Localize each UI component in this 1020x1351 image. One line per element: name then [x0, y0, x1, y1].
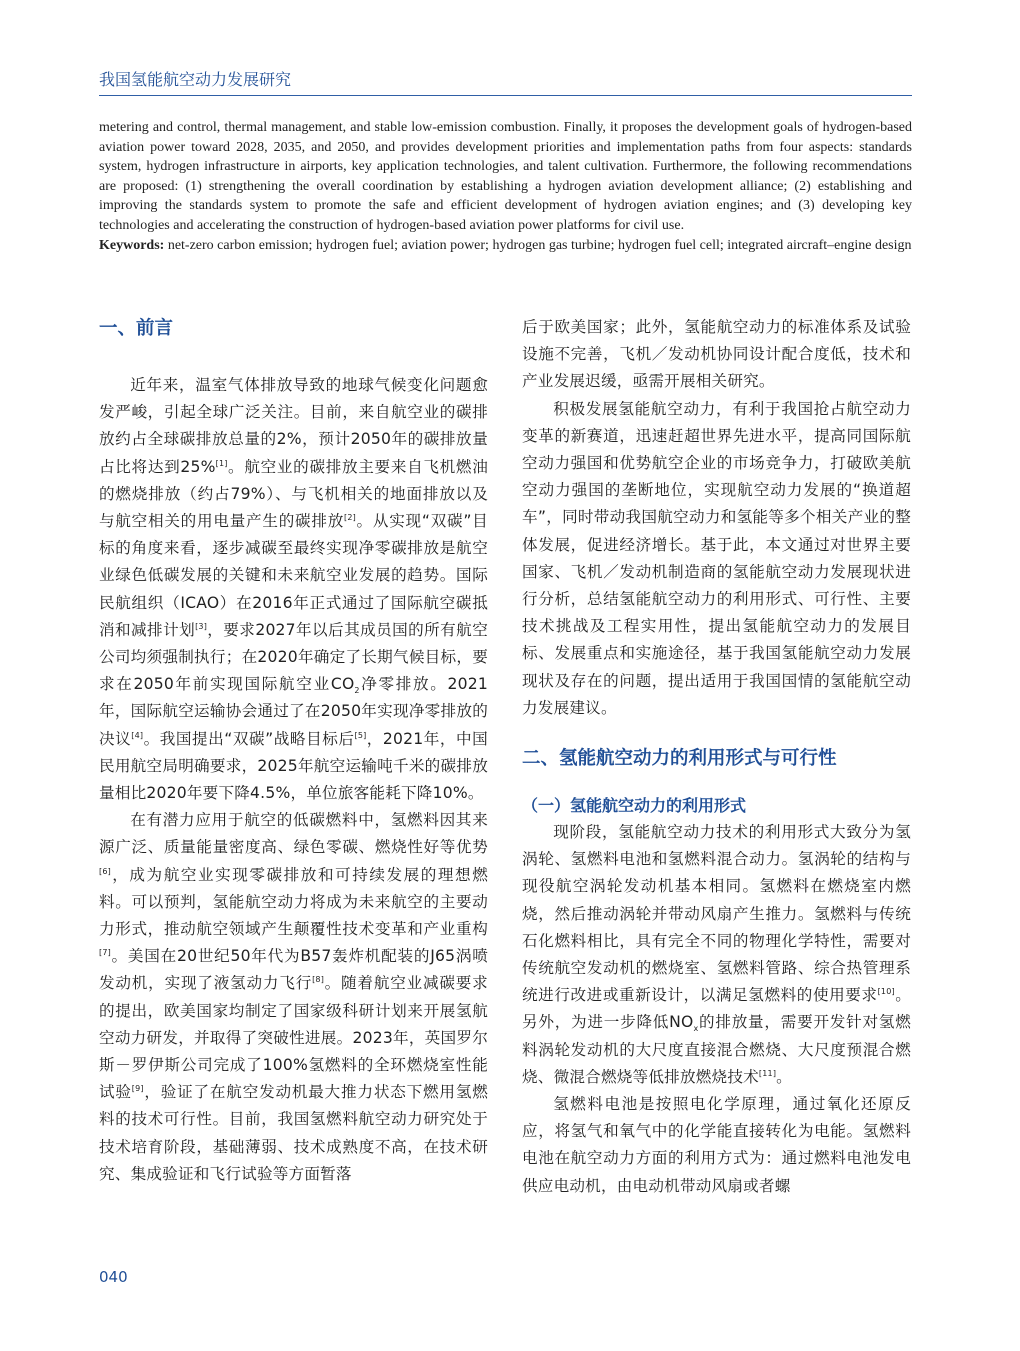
text-run: 。从实现“双碳”目标的角度来看，逐步减碳至最终实现净零碳排放是航空业绿色低碳发展的关键和未来航空业发展的趋势。国际民航组织（ICAO）在2016年正式通过了国际航空碳抵消和减排计划	[99, 512, 488, 639]
text-run: ，要求2027年以后其成员国的所有航空公司均须强制执行；在2020年确定了长期气候目标，要求在2050年前实现国际航空业CO	[99, 620, 488, 694]
subsection-heading: （一）氢能航空动力的利用形式	[522, 796, 747, 816]
text-run: 近年来，温室气体排放导致的地球气候变化问题愈发严峻，引起全球广泛关注。目前，来自航空业的碳排放约占全球碳排放总量的2%，预计2050年的碳排放量占比将达到25%	[99, 376, 488, 476]
subscript: x	[693, 1024, 699, 1034]
paragraph	[99, 372, 488, 807]
running-header: 我国氢能航空动力发展研究	[99, 70, 912, 96]
text-run: 。我国提出“双碳”战略目标后	[143, 729, 355, 748]
text-run: ，验证了在航空发动机最大推力状态下燃用氢燃料的技术可行性。目前，我国氢燃料航空动力研究处于技术培育阶段，基础薄弱、技术成熟度不高，在技术研究、集成验证和飞行试验等方面暂落	[99, 1083, 489, 1183]
section-heading-utilization: 二、氢能航空动力的利用形式与可行性	[522, 748, 837, 770]
paragraph: 积极发展氢能航空动力，有利于我国抢占航空动力变革的新赛道，迅速赶超世界先进水平，提高同国际航空动力强国和优势航空企业的市场竞争力，打破欧美航空动力强国的垄断地位，实现航空动力发展的“换道超车”，同时带动我国航空动力和氢能等多个相关产业的整体发展，促进经济增长。基于此，本文通过对世界主要国家、飞机／发动机制造商的氢能航空动力发展现状进行分析，总结氢能航空动力的利用形式、可行性、主要技术挑战及工程实用性，提出氢能航空动力的发展目标、发展重点和实施途径，基于我国氢能航空动力发展现状及存在的问题，提出适用于我国国情的氢能航空动力发展建议。	[522, 399, 911, 717]
paragraph	[99, 807, 488, 1188]
abstract	[99, 118, 912, 255]
text-run: 净零排放。2021年，国际航空运输协会通过了在2050年实现净零排放的决议	[99, 675, 488, 748]
page-number: 040	[99, 1268, 128, 1286]
paragraph: 氢燃料电池是按照电化学原理，通过氧化还原反应，将氢气和氧气中的化学能直接转化为电能。氢燃料电池在航空动力方面的利用方式为：通过燃料电池发电供应电动机，由电动机带动风扇或者螺	[522, 1095, 911, 1195]
text-run: 现阶段，氢能航空动力技术的利用形式大致分为氢涡轮、氢燃料电池和氢燃料混合动力。氢涡轮的结构与现役航空涡轮发动机基本相同。氢燃料在燃烧室内燃烧，然后推动涡轮并带动风扇产生推力。氢燃料与传统石化燃料相比，具有完全不同的物理化学特性，需要对传统航空发动机的燃烧室、氢燃料管路、综合热管理系统进行改进或重新设计，以满足氢燃料的使用要求	[522, 823, 911, 1005]
subscript: 2	[354, 686, 360, 696]
paragraph	[522, 819, 911, 1091]
text-run: 。随着航空业减碳要求的提出，欧美国家均制定了国家级科研计划来开展氢航空动力研发，并取得了突破性进展。2023年，英国罗尔斯－罗伊斯公司完成了100%氢燃料的全环燃烧室性能试验	[99, 974, 488, 1102]
citation[interactable]: [4]	[131, 730, 144, 740]
keywords-list: net-zero carbon emission; hydrogen fuel; aviation power; hydrogen gas turbine; hydrogen fuel cell; integrated aircraft–engine design	[164, 237, 912, 253]
text-run: ，成为航空业实现零碳排放和可持续发展的理想燃料。可以预判，氢能航空动力将成为未来航空的主要动力形式，推动航空领域产生颠覆性技术变革和产业重构	[99, 865, 488, 939]
keywords-label: Keywords:	[99, 237, 165, 253]
citation[interactable]: [1]	[215, 458, 228, 468]
text-run: 的排放量，需要开发针对氢燃料涡轮发动机的大尺度直接混合燃烧、大尺度预混合燃烧、微混合燃烧等低排放燃烧技术	[522, 1013, 911, 1086]
text-run: 。航空业的碳排放主要来自飞机燃油的燃烧排放（约占79%）、与飞机相关的地面排放以及与航空相关的用电量产生的碳排放	[99, 457, 488, 531]
text-run: 。另外，为进一步降低NO	[522, 986, 911, 1032]
section-heading-introduction: 一、前言	[99, 318, 174, 339]
paragraph: 后于欧美国家；此外，氢能航空动力的标准体系及试验设施不完善，飞机／发动机协同设计配合度低，技术和产业发展迟缓，亟需开展相关研究。	[522, 318, 911, 391]
citation[interactable]: [3]	[195, 621, 208, 631]
citation[interactable]: [8]	[312, 975, 325, 985]
left-column	[99, 314, 488, 1188]
citation[interactable]: [10]	[877, 987, 895, 997]
citation[interactable]: [9]	[131, 1084, 144, 1094]
text-run: ，2021年，中国民用航空局明确要求，2025年航空运输吨千米的碳排放量相比2020年要下降4.5%，单位旅客能耗下降10%。	[99, 729, 488, 803]
citation[interactable]: [11]	[758, 1068, 777, 1078]
citation[interactable]: [2]	[344, 512, 356, 522]
citation[interactable]: [5]	[354, 730, 367, 740]
text-run: 。	[776, 1067, 792, 1086]
text-run: 在有潜力应用于航空的低碳燃料中，氢燃料因其来源广泛、质量能量密度高、绿色零碳、燃烧性好等优势	[99, 811, 488, 857]
citation[interactable]: [7]	[99, 948, 111, 958]
citation[interactable]: [6]	[99, 866, 111, 876]
keywords	[99, 236, 912, 256]
right-column	[522, 314, 911, 1200]
abstract-text: metering and control, thermal management, and stable low-emission combustion. Finally, it proposes the development goals of hydrogen-based aviation power toward 2028, 2035, and 2050, and provides development priorities and implementation paths from four aspects: standards system, hydrogen infrastructure in airports, key application technologies, and talent cultivation. Furthermore, the following recommendations are proposed: (1) strengthening the overall coordination by establishing a hydrogen aviation development alliance; (2) establishing and improving the standards system to promote the safe and efficient development of hydrogen aviation engines; and (3) developing key technologies and accelerating the construction of hydrogen-based aviation power platforms for civil use.	[99, 120, 912, 233]
text-run: 。美国在20世纪50年代为B57轰炸机配装的J65涡喷发动机，实现了液氢动力飞行	[99, 947, 488, 993]
